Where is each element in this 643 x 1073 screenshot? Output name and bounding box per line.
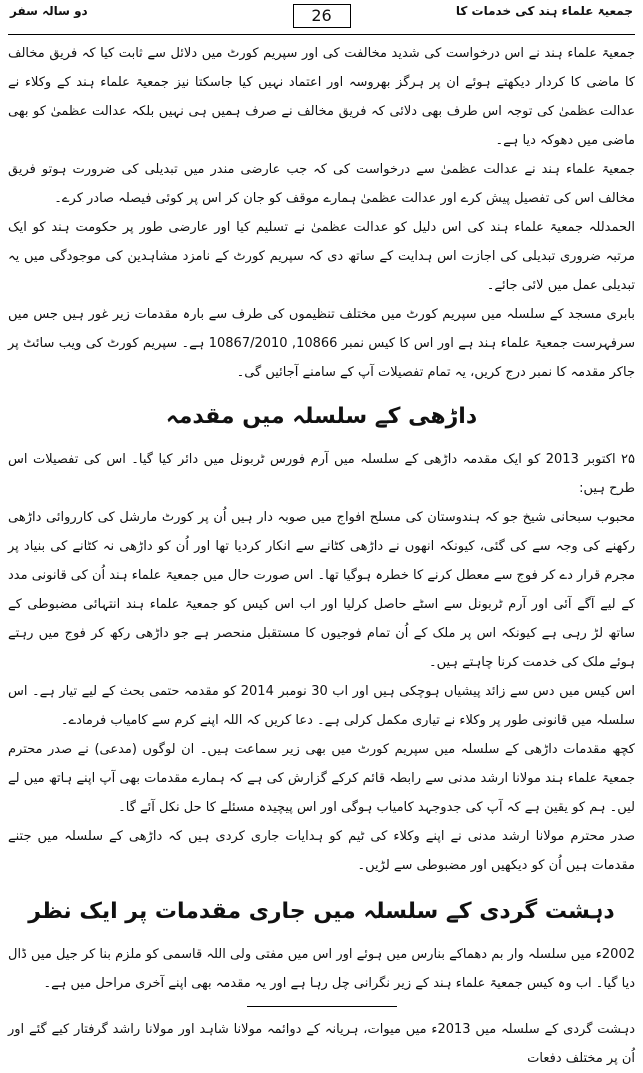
paragraph: ۲۵ اکتوبر 2013 کو ایک مقدمہ داڑھی کے سلسلہ میں آرم فورس ٹربونل میں دائر کیا گیا۔ اس کی تفصیلات اس طرح ہیں:: [8, 452, 636, 496]
page-body: [8, 39, 635, 1073]
paragraph: جمعیۃ علماء ہند نے عدالت عظمیٰ سے درخواست کی کہ جب عارضی مندر میں تبدیلی کی ضرورت ہوتو فریق مخالف اس کی تفصیل پیش کرے اور عدالت عظمیٰ ہمارے موقف کو جان کر اس پر کوئی فیصلہ صادر کرے۔: [8, 162, 635, 206]
footnote-text: دہشت گردی کے سلسلہ میں 2013ء میں میوات، ہریانہ کے دوائمہ مولانا شاہد اور مولانا راشد گرفتار کیے گئے اور اُن پر مختلف دفعات: [8, 1022, 635, 1066]
paragraph: محبوب سبحانی شیخ جو کہ ہندوستان کی مسلح افواج میں صوبہ دار ہیں اُن پر کورٹ مارشل کی کارروائی داڑھی رکھنے کی وجہ سے کی گئی، کیونکہ انھوں نے داڑھی کٹانے سے انکار کردیا تھا اور اُن کو داڑھی نہ کٹانے کی بنیاد پر مجرم قرار دے کر فوج سے معطل کرنے کا خطرہ ہوگیا تھا۔ اس صورت حال میں جمعیۃ علماء ہند اُن کی قانونی مدد کے لیے آگے آئی اور آرم ٹربونل سے اسٹے حاصل کرلیا اور اب اس کیس کو جمعیۃ علماء ہند انتہائی مضبوطی کے ساتھ لڑ رہی ہے کیونکہ اس پر ملک کے اُن تمام فوجیوں کا مستقبل منحصر ہے جو داڑھی رکھ کر فوج میں رہتے ہوئے ملک کی خدمت کرنا چاہتے ہیں۔: [7, 510, 635, 670]
paragraph: جمعیۃ علماء ہند نے اس درخواست کی شدید مخالفت کی اور سپریم کورٹ میں دلائل سے ثابت کیا کہ فریق مخالف کا ماضی کا کردار دیکھتے ہوئے ان پر ہرگز بھروسہ اور اعتماد نہیں کیا جاسکتا نیز جمعیۃ علماء ہند کے وکلاء نے عدالت عظمیٰ کی توجہ اس طرف بھی دلائی کہ فریق مخالف نے صرف ہمیں ہی نہیں بلکہ عدالت عظمیٰ کو بھی ماضی میں دھوکہ دیا ہے۔: [8, 46, 635, 148]
section-heading: داڑھی کے سلسلہ میں مقدمہ: [165, 404, 478, 429]
page-header: [8, 0, 635, 35]
paragraph: بابری مسجد کے سلسلہ میں سپریم کورٹ میں مختلف تنظیموں کی طرف سے بارہ مقدمات زیر غور ہیں جس میں سرفہرست جمعیۃ علماء ہند ہے اور اس کا کیس نمبر 10866, 10867/2010 ہے۔ سپریم کورٹ کی ویب سائٹ پر جاکر مقدمہ کا نمبر درج کریں، یہ تمام تفصیلات آپ کے سامنے آجائیں گی۔: [8, 307, 636, 380]
page-number: 26: [293, 4, 351, 28]
footnote-divider: [247, 1006, 397, 1007]
paragraph: اس کیس میں دس سے زائد پیشیاں ہوچکی ہیں اور اب 30 نومبر 2014 کو مقدمہ حتمی بحث کے لیے تیار ہے۔ اس سلسلہ میں قانونی طور پر وکلاء نے تیاری مکمل کرلی ہے۔ دعا کریں کہ اللہ اپنے کرم سے کامیاب فرمادے۔: [8, 684, 635, 728]
paragraph: صدر محترم مولانا ارشد مدنی نے اپنے وکلاء کی ٹیم کو ہدایات جاری کردی ہیں کہ داڑھی کے سلسلہ میں جتنے مقدمات ہیں اُن کو دیکھیں اور مضبوطی سے لڑیں۔: [8, 829, 635, 873]
paragraph: 2002ء میں سلسلہ وار بم دھماکے بنارس میں ہوئے اور اس میں مفتی ولی اللہ قاسمی کو ملزم بنا کر جیل میں ڈال دیا گیا۔ اب وہ کیس جمعیۃ علماء ہند کے زیر نگرانی چل رہا ہے اور یہ مقدمہ بھی اپنے آخری مراحل میں ہے۔: [8, 947, 635, 991]
running-title: جمعیۃ علماء ہند کی خدمات کا: [455, 4, 633, 18]
section-heading: دہشت گردی کے سلسلہ میں جاری مقدمات پر ایک نظر: [28, 899, 615, 924]
book-title: دو سالہ سفر: [10, 4, 88, 18]
paragraph: کچھ مقدمات داڑھی کے سلسلہ میں سپریم کورٹ میں بھی زیر سماعت ہیں۔ ان لوگوں (مدعی) نے صدر محترم جمعیۃ علماء ہند مولانا ارشد مدنی سے رابطہ قائم کرکے گزارش کی ہے کہ ہمارے مقدمات بھی آپ اپنے ہاتھ میں لے لیں۔ ہم کو یقین ہے کہ آپ کی جدوجہد کامیاب ہوگی اور اس پیچیدہ مسئلے کا حل نکل آئے گا۔: [8, 742, 635, 815]
paragraph: الحمدللہ جمعیۃ علماء ہند کی اس دلیل کو عدالت عظمیٰ نے تسلیم کیا اور عارضی طور پر حکومت ہند کو ایک مرتبہ ضروری تبدیلی کی اجازت اس ہدایت کے ساتھ دی کہ سپریم کورٹ کے نامزد مشاہدین کی موجودگی میں یہ تبدیلی عمل میں لائی جائے۔: [8, 220, 635, 293]
